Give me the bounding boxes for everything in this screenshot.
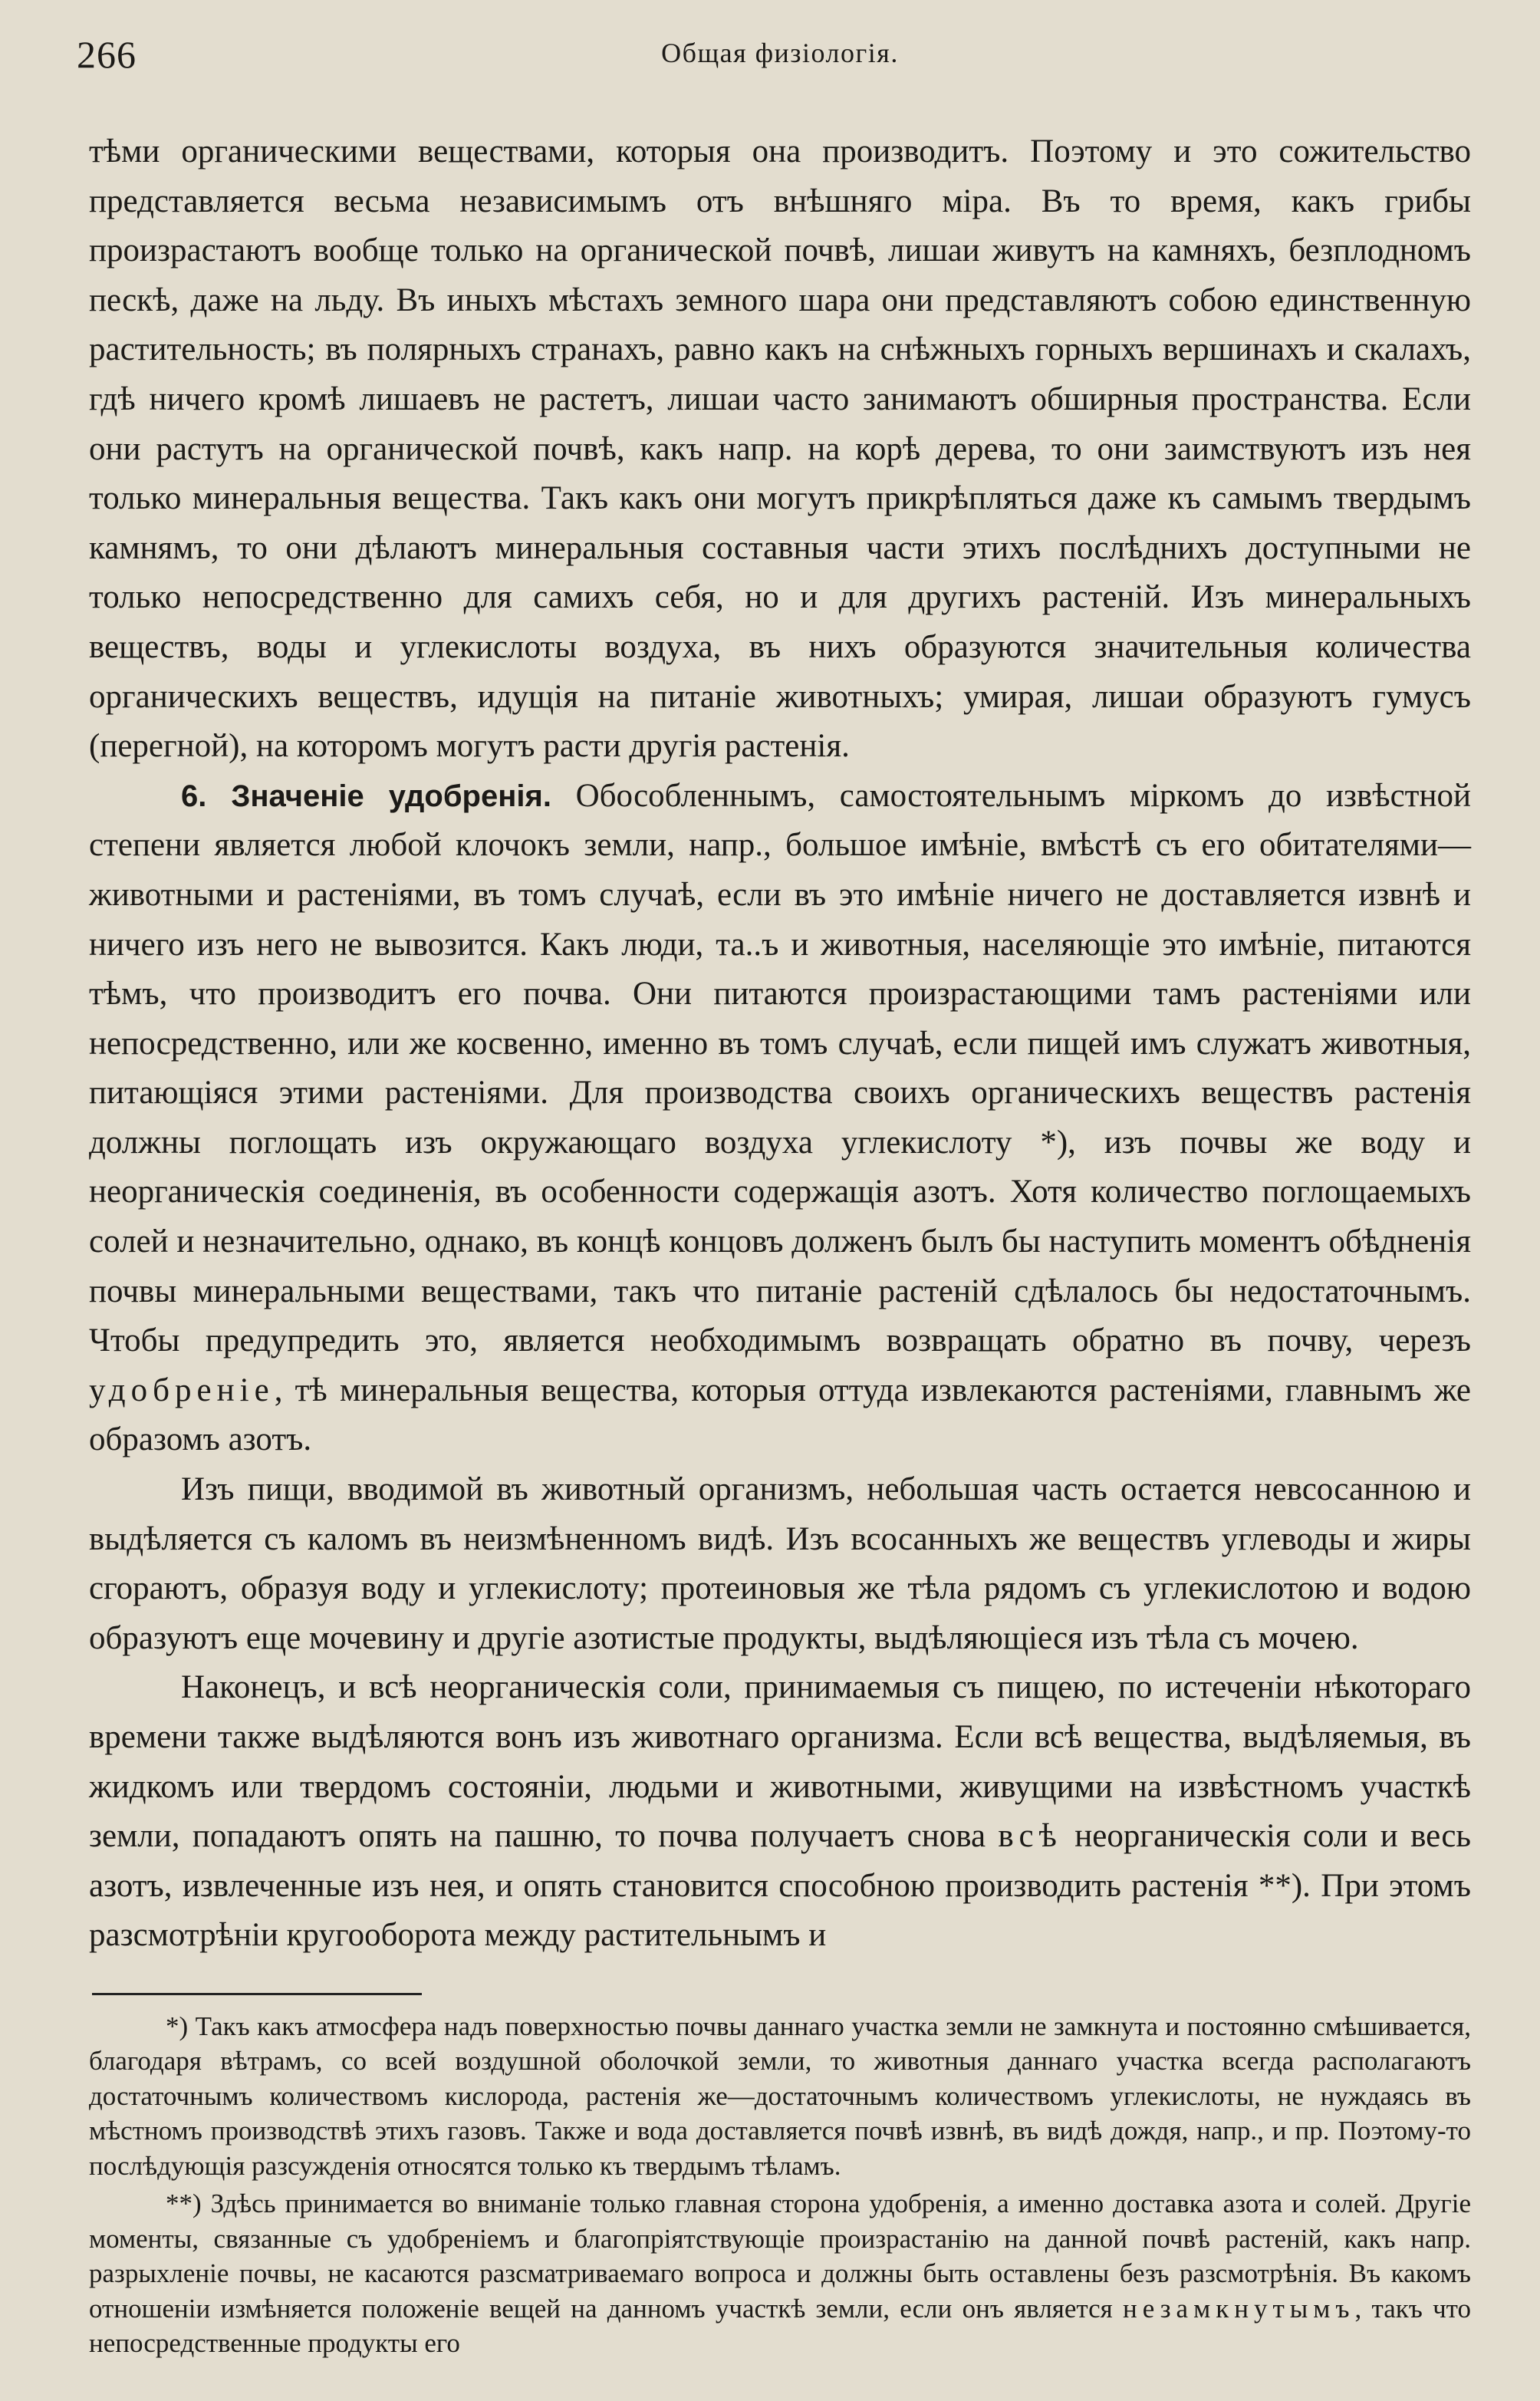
footnote-1 bbox=[89, 2009, 1471, 2184]
footnote-2 bbox=[89, 2186, 1471, 2361]
emphasized-term: всѣ bbox=[998, 1818, 1062, 1855]
section-heading: 6. Значенiе удобренiя. bbox=[181, 779, 551, 813]
paragraph-text: Изъ пищи, вводимой въ животный организмъ, небольшая часть остается невсосанною и выдѣляется съ каломъ въ неизмѣненномъ видѣ. Изъ всосанныхъ же веществъ углеводы и жиры сгораютъ, образуя воду и углекислоту; протеиновыя же тѣла рядомъ съ углекислотою и водою образуютъ еще мочевину и другiе азотистые продукты, выдѣляющiеся изъ тѣла съ мочею. bbox=[89, 1471, 1471, 1656]
emphasized-term: незамкнутымъ bbox=[1123, 2293, 1355, 2324]
footnotes bbox=[89, 2009, 1471, 2361]
paragraph-text-end: , тѣ минеральныя вещества, которыя оттуда извлекаются растенiями, главнымъ же образомъ азотъ. bbox=[89, 1372, 1471, 1458]
emphasized-term: удобренiе bbox=[89, 1372, 275, 1408]
paragraph-lichens bbox=[89, 127, 1471, 772]
paragraph-fertilizer bbox=[89, 772, 1471, 1465]
footnote-text: **) Здѣсь принимается во вниманiе только главная сторона удобренiя, а именно доставка азота и солей. Другiе моменты, связанные съ удобренiемъ и благопрiятствующiе произрастанiю на данной почвѣ растенiй, какъ напр. разрыхленiе почвы, не касаются разсматриваемаго вопроса и должны быть оставлены безъ разсмотрѣнiя. Въ какомъ отношенiи измѣняется положенiе вещей на данномъ участкѣ земли, если онъ является bbox=[89, 2189, 1471, 2324]
footnote-divider bbox=[92, 1993, 422, 1995]
paragraph-text: тѣми органическими веществами, которыя она производитъ. Поэтому и это сожительство представляется весьма независимымъ отъ внѣшняго мiра. Въ то время, какъ грибы произрастаютъ вообще только на органической почвѣ, лишаи живутъ на камняхъ, безплодномъ пескѣ, даже на льду. Въ иныхъ мѣстахъ земного шара они представляютъ собою единственную растительность; въ полярныхъ странахъ, равно какъ на снѣжныхъ горныхъ вершинахъ и скалахъ, гдѣ ничего кромѣ лишаевъ не растетъ, лишаи часто занимаютъ обширныя пространства. Если они растутъ на органической почвѣ, какъ напр. на корѣ дерева, то они заимствуютъ изъ нея только минеральныя вещества. Такъ какъ они могутъ прикрѣпляться даже къ самымъ твердымъ камнямъ, то они дѣлаютъ минеральныя составныя части этихъ послѣднихъ доступными не только непосредственно для самихъ себя, но и для другихъ растенiй. Изъ минеральныхъ веществъ, воды и углекислоты воздуха, въ нихъ образуются значительныя количества органическихъ веществъ, идущiя на питанiе животныхъ; умирая, лишаи образуютъ гумусъ (перегной), на которомъ могутъ расти другiя растенiя. bbox=[89, 133, 1471, 765]
main-text bbox=[89, 127, 1471, 1961]
paragraph-text-end: неорганическiя соли и весь азотъ, извлеченные изъ нея, и опять становится способною производить растенiя **). При этомъ разсмотрѣнiи кругооборота между растительнымъ и bbox=[89, 1818, 1472, 1954]
running-title: Общая физiологiя. bbox=[661, 38, 899, 68]
footnote-text-end: , такъ что непосредственные продукты его bbox=[89, 2293, 1472, 2359]
paragraph-text: Наконецъ, и всѣ неорганическiя соли, принимаемыя съ пищею, по истеченiи нѣкотораго времени также выдѣляются вонъ изъ животнаго организма. Если всѣ вещества, выдѣляемыя, въ жидкомъ или твердомъ состоянiи, людьми и животными, живущими на извѣстномъ участкѣ земли, попадаютъ опять на пашню, то почва получаетъ снова bbox=[89, 1669, 1471, 1855]
paragraph-salts bbox=[89, 1663, 1471, 1961]
paragraph-digestion bbox=[89, 1465, 1471, 1663]
paragraph-text: Обособленнымъ, самостоятельнымъ мiркомъ до извѣстной степени является любой клочокъ земли, напр., большое имѣнiе, вмѣстѣ съ его обитателями—животными и растенiями, въ томъ случаѣ, если въ это имѣнiе ничего не доставляется извнѣ и ничего изъ него не вывозится. Какъ люди, та..ъ и животныя, населяющiе это имѣнiе, питаются тѣмъ, что производитъ его почва. Они питаются произрастающими тамъ растенiями или непосредственно, или же косвенно, именно въ томъ случаѣ, если пищей имъ служатъ животныя, питающiяся этими растенiями. Для производства своихъ органическихъ веществъ растенiя должны поглощать изъ окружающаго воздуха углекислоту *), изъ почвы же воду и неорганическiя соединенiя, въ особенности содержащiя азотъ. Хотя количество поглощаемыхъ солей и незначительно, однако, въ концѣ концовъ долженъ былъ бы наступить моментъ обѣдненiя почвы минеральными веществами, такъ что питанiе растенiй сдѣлалось бы недостаточнымъ. Чтобы предупредить это, является необходимымъ возвращать обратно въ почву, черезъ bbox=[89, 777, 1471, 1359]
running-head bbox=[77, 31, 1471, 77]
page-number: 266 bbox=[77, 33, 137, 76]
footnote-text: *) Такъ какъ атмосфера надъ поверхностью почвы даннаго участка земли не замкнута и постоянно смѣшивается, благодаря вѣтрамъ, со всей воздушной оболочкой земли, то животныя даннаго участка всегда располагаютъ достаточнымъ количествомъ кислорода, растенiя же—достаточнымъ количествомъ углекислоты, не нуждаясь въ мѣстномъ производствѣ этихъ газовъ. Также и вода доставляется почвѣ извнѣ, въ видѣ дождя, напр., и пр. Поэтому-то послѣдующiя разсужденiя относятся только къ твердымъ тѣламъ. bbox=[89, 2011, 1471, 2181]
